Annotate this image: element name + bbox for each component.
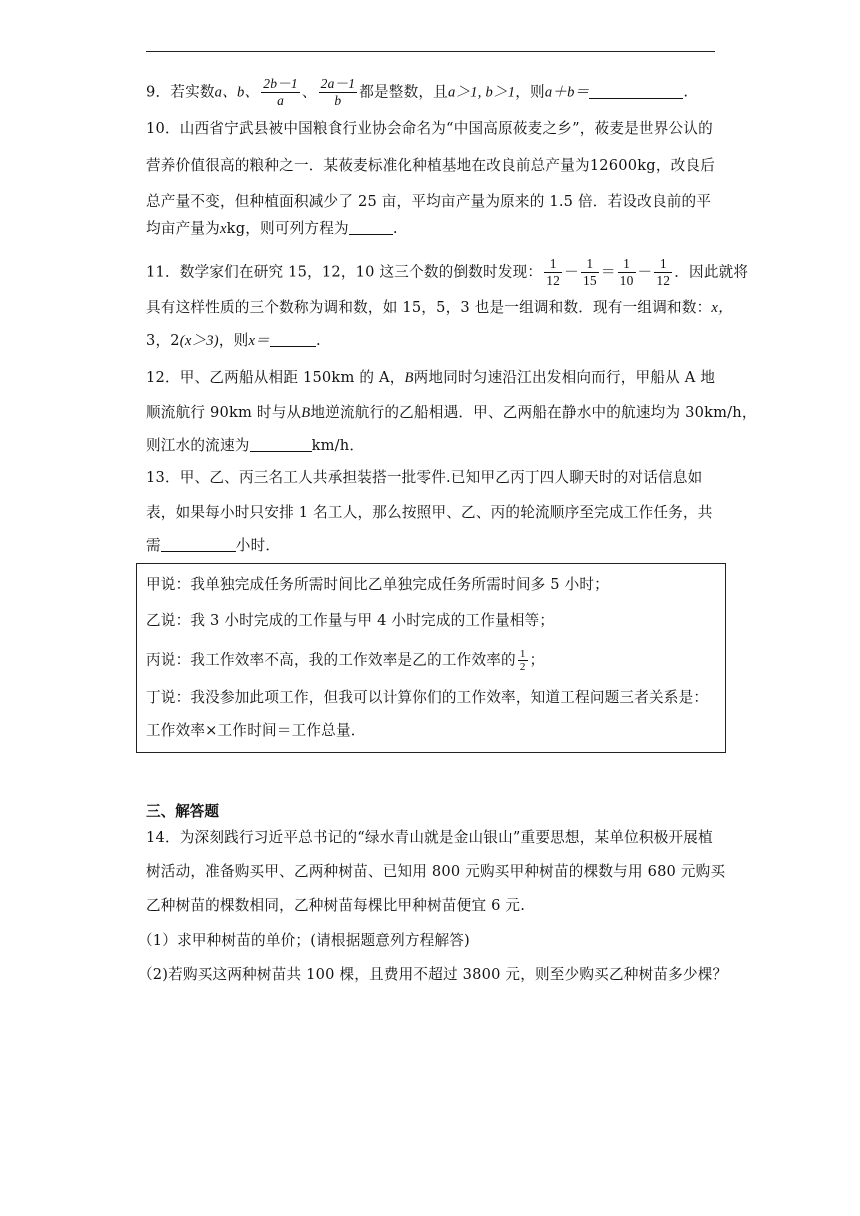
q9-condition: a＞1, b＞1 xyxy=(447,84,516,101)
q11-fc-num: 1 xyxy=(618,256,636,273)
q9-fraction-2 xyxy=(319,76,358,109)
q11-end: . xyxy=(315,332,321,349)
q9-f2-numerator: 2a－1 xyxy=(320,76,356,91)
q12-line-3 xyxy=(146,435,364,457)
q11-l1-text: 11．数学家们在研究 15，12，10 这三个数的倒数时发现： xyxy=(146,263,543,281)
q9-tail: ，则 xyxy=(515,83,545,101)
q11-condition: (x＞3) xyxy=(179,333,219,349)
section-title: 三、解答题 xyxy=(146,803,219,820)
q11-line-1 xyxy=(146,256,748,289)
q13-line-3 xyxy=(146,535,280,557)
q14-part-1: （1）求甲种树苗的单价；(请根据题意列方程解答) xyxy=(138,932,470,949)
q10-line-1: 10．山西省宁武县被中国粮食行业协会命名为“中国高原莜麦之乡”，莜麦是世界公认的 xyxy=(146,120,713,137)
q10-end: . xyxy=(392,220,398,237)
answer-blank-12[interactable] xyxy=(250,437,312,452)
q13-l3-tail: 小时． xyxy=(235,537,281,554)
q12-line-2 xyxy=(146,402,757,424)
answer-blank-11[interactable] xyxy=(270,332,316,347)
q14-part-2: （2)若购买这两种树苗共 100 棵，且费用不超过 3800 元，则至少购买乙种树苗多少棵？ xyxy=(138,966,728,983)
q10-l4-text: 均亩产量为 xyxy=(146,220,220,237)
q9-f2-denominator: b xyxy=(334,93,342,108)
q12-l1-text: 12．甲、乙两船从相距 150km 的 A， xyxy=(146,369,405,386)
q12-l2-var: B xyxy=(301,405,311,421)
q11-frac-b xyxy=(581,256,599,289)
dialog-ding-2: 工作效率×工作时间＝工作总量． xyxy=(146,722,366,739)
q11-line-2 xyxy=(146,297,733,319)
question-9 xyxy=(146,76,688,109)
q14-line-2: 树活动，准备购买甲、乙两种树苗、已知用 800 元购买甲种树苗的棵数与用 680 元购买 xyxy=(146,863,726,880)
q11-minus-1: － xyxy=(564,263,579,281)
q12-line-1 xyxy=(146,367,715,389)
dialog-bing-tail: ； xyxy=(529,651,545,669)
q12-l1-tail: 两地同时匀速沿江出发相向而行，甲船从 A 地 xyxy=(413,369,716,386)
q9-separator: 、 xyxy=(301,83,317,101)
dialog-jia: 甲说：我单独完成任务所需时间比乙单独完成任务所需时间多 5 小时； xyxy=(146,576,609,593)
dialog-bing xyxy=(146,648,544,673)
q11-fa-den: 12 xyxy=(546,273,561,288)
bing-frac-num: 1 xyxy=(519,648,526,660)
q11-l2-var: x， xyxy=(711,300,733,316)
q11-l3-mid: ，则 xyxy=(218,332,249,349)
bing-frac-den: 2 xyxy=(519,661,526,673)
q12-l2-text: 顺流航行 90km 时与从 xyxy=(146,404,302,421)
dialog-yi: 乙说：我 3 小时完成的工作量与甲 4 小时完成的工作量相等； xyxy=(146,612,555,629)
q11-l1-tail: ．因此就将 xyxy=(674,263,749,281)
q9-fraction-1 xyxy=(261,76,300,109)
q11-frac-d xyxy=(654,256,672,289)
q11-frac-c xyxy=(618,256,636,289)
q11-expression: x＝ xyxy=(248,333,270,349)
q9-vars: a、b、 xyxy=(214,84,260,101)
q10-l4-tail: kg，则可列方程为 xyxy=(226,220,349,237)
q11-line-3 xyxy=(146,330,321,352)
q10-line-4 xyxy=(146,218,398,240)
header-rule xyxy=(146,51,715,52)
dialog-bing-text: 丙说：我工作效率不高，我的工作效率是乙的工作效率的 xyxy=(146,651,516,669)
dialog-bing-fraction xyxy=(518,648,528,673)
q10-line-2: 营养价值很高的粮种之一．某莜麦标准化种植基地在改良前总产量为12600kg，改良后 xyxy=(146,157,716,174)
q11-minus-2: － xyxy=(637,263,653,281)
q14-line-3: 乙种树苗的棵数相同，乙种树苗每棵比甲种树苗便宜 6 元. xyxy=(146,897,526,914)
q11-equals: ＝ xyxy=(600,263,616,281)
q13-line-2: 表，如果每小时只安排 1 名工人，那么按照甲、乙、丙的轮流顺序至完成工作任务，共 xyxy=(146,504,713,521)
q9-expression: a＋b＝ xyxy=(544,84,590,101)
answer-blank-9[interactable] xyxy=(589,84,683,99)
q9-f1-denominator: a xyxy=(277,93,285,108)
q11-l3-text: 3，2 xyxy=(146,332,180,349)
q11-fb-num: 1 xyxy=(581,256,599,273)
q12-l3-text: 则江水的流速为 xyxy=(146,437,250,454)
q11-frac-a xyxy=(544,256,562,289)
q9-end: . xyxy=(683,83,689,101)
q11-fc-den: 10 xyxy=(619,273,634,288)
q11-fa-num: 1 xyxy=(544,256,562,273)
q9-middle: 都是整数，且 xyxy=(359,83,448,101)
q11-fd-den: 12 xyxy=(656,273,671,288)
q12-l3-tail: km/h． xyxy=(311,437,365,454)
dialog-ding-1: 丁说：我没参加此项工作，但我可以计算你们的工作效率，知道工程问题三者关系是： xyxy=(146,689,709,706)
q11-fd-num: 1 xyxy=(654,256,672,273)
answer-blank-10[interactable] xyxy=(349,220,393,235)
q14-line-1: 14．为深刻践行习近平总书记的“绿水青山就是金山银山”重要思想，某单位积极开展植 xyxy=(146,829,713,846)
q13-l3-text: 需 xyxy=(146,537,161,554)
answer-blank-13[interactable] xyxy=(161,537,236,552)
q12-l2-tail: 地逆流航行的乙船相遇．甲、乙两船在静水中的航速均为 30km/h， xyxy=(310,404,757,421)
q10-line-3: 总产量不变，但种植面积减少了 25 亩，平均亩产量为原来的 1.5 倍．若设改良前的平 xyxy=(146,193,712,210)
q9-prefix: 9．若实数 xyxy=(146,83,215,101)
q9-f1-numerator: 2b－1 xyxy=(263,76,298,91)
q10-variable: x xyxy=(219,221,227,237)
q11-l2-text: 具有这样性质的三个数称为调和数，如 15，5，3 也是一组调和数．现有一组调和数： xyxy=(146,299,712,316)
q12-l1-var: B xyxy=(404,370,414,386)
q13-line-1: 13．甲、乙、丙三名工人共承担装搭一批零件.已知甲乙丙丁四人聊天时的对话信息如 xyxy=(146,469,703,486)
q11-fb-den: 15 xyxy=(582,273,597,288)
